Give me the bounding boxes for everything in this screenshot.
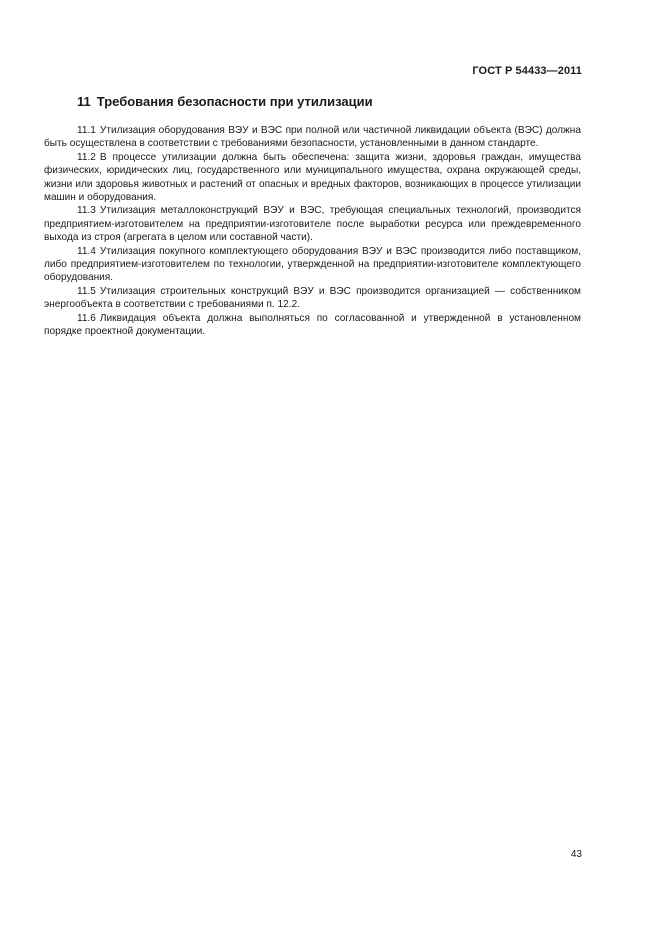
section-number: 11 <box>77 94 91 109</box>
section-body <box>44 124 581 339</box>
paragraph-text: Утилизация оборудования ВЭУ и ВЭС при полной или частичной ликвидации объекта (ВЭС) должна быть осуществлена в соответствии с требованиями безопасности, установленными в данном стандарте. <box>44 125 581 150</box>
paragraph-text: Ликвидация объекта должна выполняться по согласованной и утвержденной в установленном порядке проектной документации. <box>44 312 581 338</box>
paragraph-11-2 <box>44 151 581 205</box>
section-title-text: Требования безопасности при утилизации <box>96 94 373 109</box>
paragraph-text: В процессе утилизации должна быть обеспечена: защита жизни, здоровья граждан, имущества физических, юридических лиц, государственного или муниципального имущества, охрана окружающей среды, жизни или здоровья животных и растений от опасных и вредных факторов, возникающих в процессе утилизации машин и оборудования. <box>44 151 581 204</box>
paragraph-number: 11.4 <box>77 245 96 257</box>
page-number: 43 <box>570 849 582 860</box>
paragraph-text: Утилизация строительных конструкций ВЭУ и ВЭС производится организацией — собственником энергообъекта в соответствии с требованиями п. 12.2. <box>44 285 581 311</box>
paragraph-number: 11.3 <box>77 205 96 217</box>
paragraph-text: Утилизация покупного комплектующего оборудования ВЭУ и ВЭС производится либо поставщиком, либо предприятием-изготовителем по технологии, утвержденной на предприятии-изготовителе комплектующего оборудования. <box>44 245 581 284</box>
paragraph-11-3 <box>44 204 581 244</box>
paragraph-number: 11.2 <box>77 151 96 163</box>
section-heading <box>77 94 373 109</box>
paragraph-number: 11.5 <box>77 285 96 297</box>
paragraph-text: Утилизация металлоконструкций ВЭУ и ВЭС, требующая специальных технологий, производится предприятием-изготовителем на предприятии-изготовителе после выработки ресурса или преждевременного выхода из строя (агрегата в целом или составной части). <box>44 205 581 244</box>
paragraph-number: 11.1 <box>77 125 96 136</box>
paragraph-11-4 <box>44 245 581 285</box>
paragraph-11-1 <box>44 124 581 151</box>
paragraph-number: 11.6 <box>77 312 96 324</box>
paragraph-11-6 <box>44 312 581 339</box>
standard-designation: ГОСТ Р 54433—2011 <box>472 65 582 77</box>
paragraph-11-5 <box>44 285 581 312</box>
